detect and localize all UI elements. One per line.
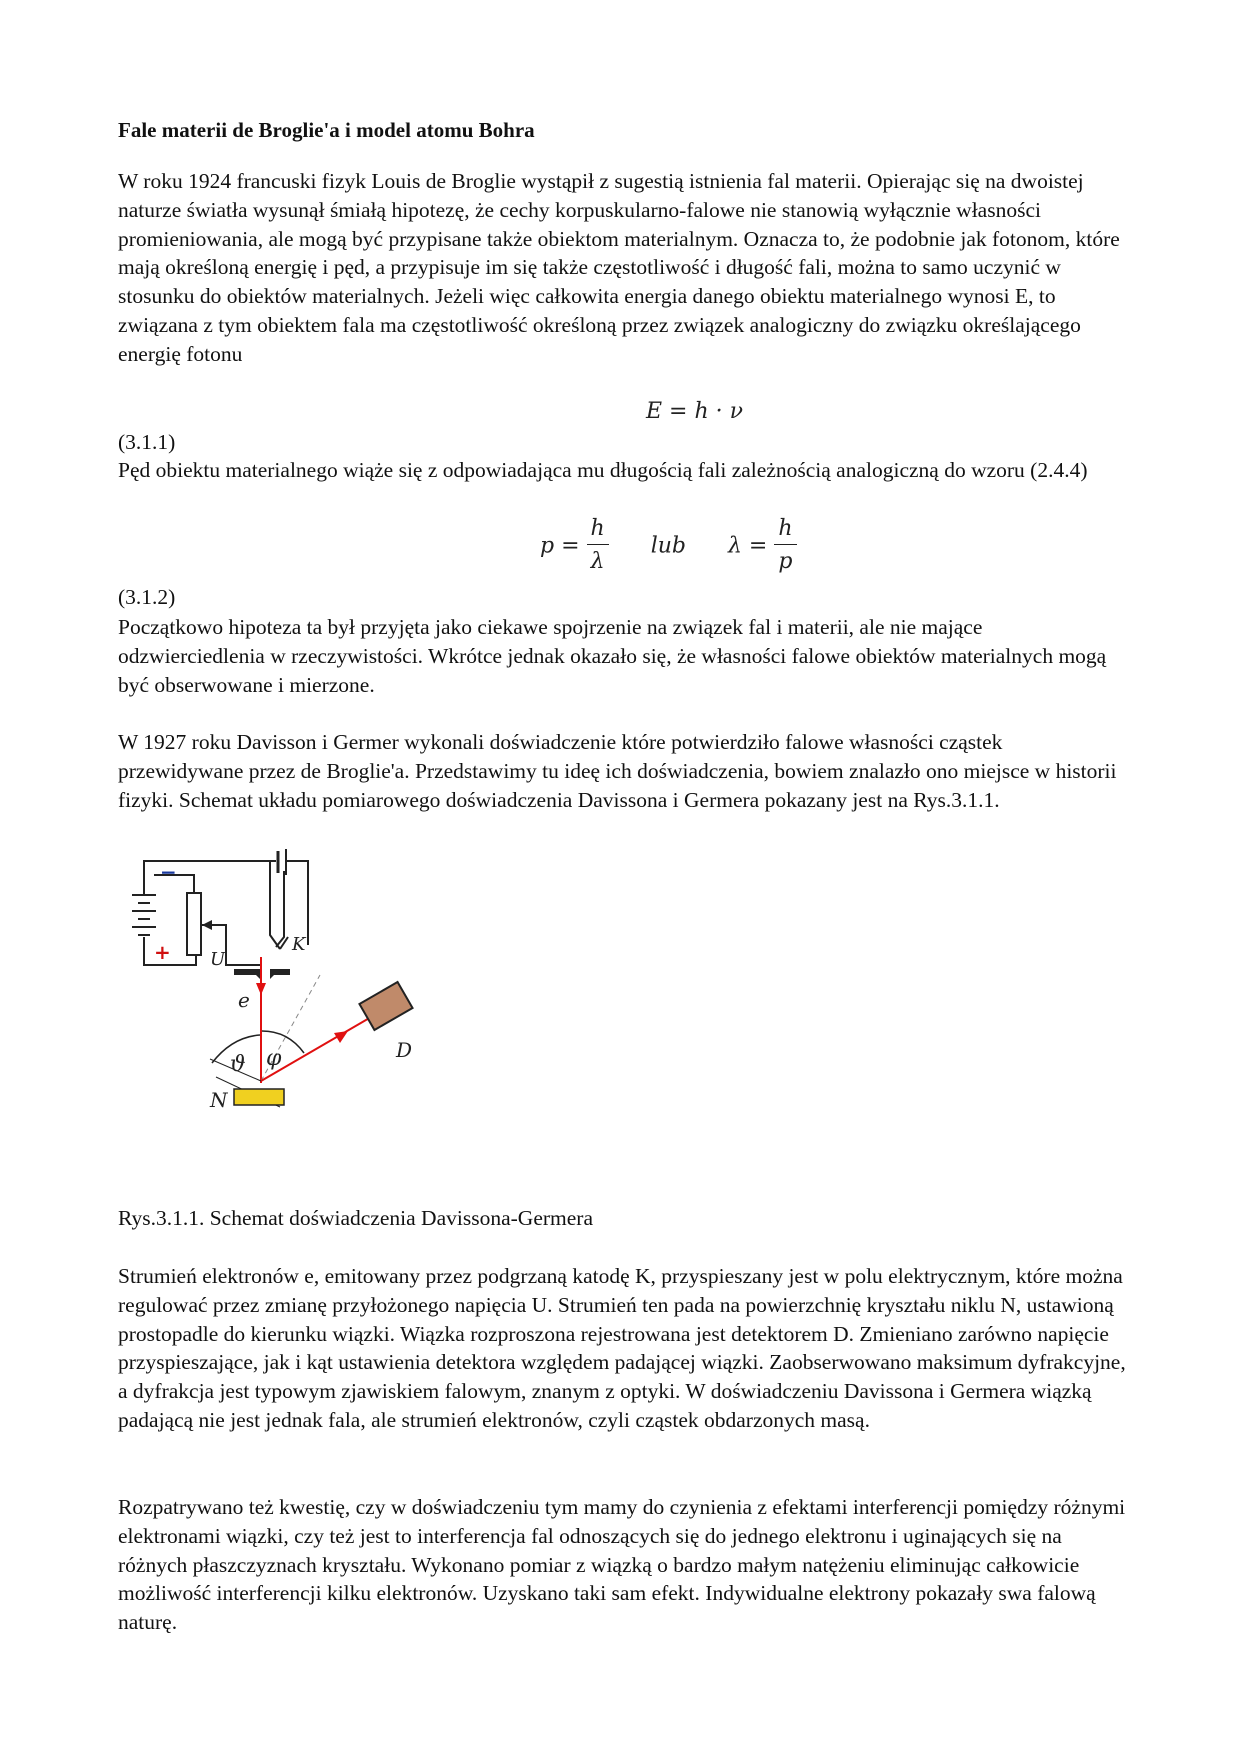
document-title: Fale materii de Broglie'a i model atomu Bohra — [118, 118, 535, 142]
equation-energy: E = h · ν — [646, 399, 744, 424]
paragraph-momentum: Pęd obiektu materialnego wiąże się z odpowiadająca mu długością fali zależnością analogiczną do wzoru (2.4.4) — [118, 458, 1088, 482]
battery-plus-label: + — [154, 940, 171, 964]
fraction-denominator: p — [778, 549, 793, 574]
eq-p-lhs: p = — [540, 533, 580, 559]
phi-label: φ — [266, 1046, 282, 1071]
fraction-numerator: h — [774, 514, 796, 545]
potentiometer-arrow — [202, 920, 212, 930]
voltage-label: U — [210, 949, 226, 970]
electron-label: e — [238, 988, 250, 1012]
crystal-label: N — [210, 1088, 228, 1112]
equation-momentum-wavelength — [540, 514, 797, 579]
theta-label: ϑ — [230, 1052, 246, 1077]
battery — [132, 895, 156, 935]
figure-caption: Rys.3.1.1. Schemat doświadczenia Davissona-Germera — [118, 1206, 593, 1230]
equation-number-3-1-2: (3.1.2) — [118, 585, 176, 609]
figure-davisson-germer-diagram — [120, 845, 480, 1185]
fraction-h-over-p — [774, 514, 796, 579]
detector — [359, 982, 412, 1030]
fraction-numerator: h — [587, 514, 609, 545]
paragraph-interference-question: Rozpatrywano też kwestię, czy w doświadczeniu tym mamy do czynienia z efektami interferencji pomiędzy różnymi elektronami wiązki, czy też jest to interferencja fal odnoszących się do jednego elektronu i uginających się na różnych płaszczyznach kryształu. Wykonano pomiar z wiązką o bardzo małym natężeniu eliminując całkowicie możliwość interferencji kilku elektronów. Uzyskano taki sam efekt. Indywidualne elektrony pokazały swa falową naturę. — [118, 1495, 1126, 1635]
eq-lambda-lhs: λ = — [727, 533, 768, 559]
paragraph-intro: W roku 1924 francuski fizyk Louis de Broglie wystąpił z sugestią istnienia fal materii. Opierając się na dwoistej naturze światła wysunął śmiałą hipotezę, że cechy korpuskularno-falowe nie stanowią wyłącznie własności promieniowania, ale mogą być przypisane także obiektom materialnym. Oznacza to, że podobnie jak fotonom, które mają określoną energię i pęd, a przypisuje im się także częstotliwość i długość fali, można to samo uczynić w stosunku do obiektów materialnych. Jeżeli więc całkowita energia danego obiektu materialnego wynosi E, to związana z tym obiektem fala ma częstotliwość określoną przez związek analogiczny do związku określającego energię fotonu — [118, 169, 1120, 366]
cathode-label: K — [292, 934, 306, 955]
fraction-denominator: λ — [590, 549, 605, 574]
potentiometer — [187, 893, 201, 955]
paragraph-experiment-description: Strumień elektronów e, emitowany przez podgrzaną katodę K, przyspieszany jest w polu elektrycznym, które można regulować przez zmianę przyłożonego napięcia U. Strumień ten pada na powierzchnię kryształu niklu N, ustawioną prostopadle do kierunku wiązki. Wiązka rozproszona rejestrowana jest detektorem D. Zmieniano zarówno napięcie przyspieszające, jak i kąt ustawienia detektora względem padającej wiązki. Zaobserwowano maksimum dyfrakcyjne, a dyfrakcja jest typowym zjawiskiem falowym, znanym z optyki. W doświadczeniu Davissona i Germera wiązką padającą nie jest jednak fala, ale strumień elektronów, czyli cząstek obdarzonych masą. — [118, 1264, 1126, 1432]
beam-arrow — [256, 983, 266, 995]
nickel-crystal — [234, 1089, 284, 1105]
paragraph-hypothesis: Początkowo hipoteza ta był przyjęta jako ciekawe spojrzenie na związek fal i materii, ale nie mające odzwierciedlenia w rzeczywistości. Wkrótce jednak okazało się, że własności falowe obiektów materialnych mogą być obserwowane i mierzone. — [118, 615, 1107, 697]
detector-label: D — [396, 1038, 413, 1062]
eq-connector: lub — [650, 533, 686, 559]
fraction-h-over-lambda — [587, 514, 609, 579]
paragraph-davisson-germer: W 1927 roku Davisson i Germer wykonali doświadczenie które potwierdziło falowe własności cząstek przewidywane przez de Broglie'a. Przedstawimy tu ideę ich doświadczenia, bowiem znalazło ono miejsce w historii fizyki. Schemat układu pomiarowego doświadczenia Davissona i Germera pokazany jest na Rys.3.1.1. — [118, 730, 1117, 812]
battery-minus-label: − — [160, 860, 177, 884]
equation-number-3-1-1: (3.1.1) — [118, 430, 176, 454]
